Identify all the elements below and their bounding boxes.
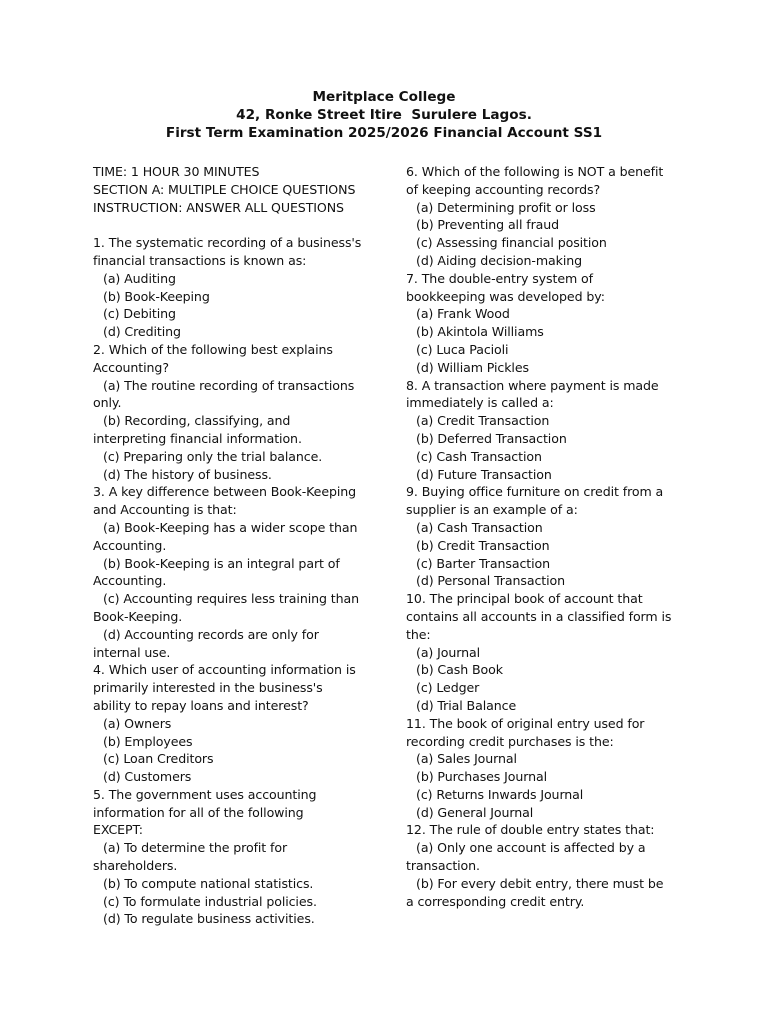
answer-option: (c) Luca Pacioli [416, 341, 509, 357]
right-question-list [406, 163, 681, 910]
question-text: 7. The double-entry system of [406, 270, 593, 286]
answer-option: (d) Crediting [103, 324, 181, 340]
answer-option: (a) Credit Transaction [416, 413, 550, 429]
question-text: of keeping accounting records? [406, 181, 601, 197]
question-text: Accounting? [93, 359, 169, 375]
answer-option: (d) To regulate business activities. [103, 911, 315, 927]
question-text: interpreting financial information. [93, 430, 302, 446]
answer-option: (b) Employees [103, 733, 193, 749]
answer-option: (c) Barter Transaction [416, 555, 550, 571]
answer-option: (b) Preventing all fraud [416, 217, 560, 233]
answer-option: (a) Determining profit or loss [416, 199, 596, 215]
answer-option: (a) Sales Journal [416, 751, 517, 767]
question-text: information for all of the following [93, 804, 304, 820]
answer-option: (d) William Pickles [416, 359, 529, 375]
answer-option: (c) Cash Transaction [416, 448, 542, 464]
question-text: 6. Which of the following is NOT a benefit [406, 164, 664, 179]
question-text: immediately is called a: [406, 395, 554, 411]
question-text: 1. The systematic recording of a business's [93, 235, 362, 251]
question-text: a corresponding credit entry. [406, 893, 585, 909]
question-text: 3. A key difference between Book-Keeping [93, 484, 357, 500]
answer-option: (d) Customers [103, 769, 192, 785]
answer-option: (d) Personal Transaction [416, 573, 566, 589]
school-name: Meritplace College [312, 89, 456, 105]
exam-title: First Term Examination 2025/2026 Financial Account SS1 [165, 125, 603, 141]
answer-option: (b) Recording, classifying, and [103, 413, 291, 429]
answer-option: (c) Returns Inwards Journal [416, 786, 584, 802]
answer-option: (c) To formulate industrial policies. [103, 893, 317, 909]
question-text: 2. Which of the following best explains [93, 341, 333, 357]
question-text: and Accounting is that: [93, 502, 237, 518]
answer-option: (c) Accounting requires less training than [103, 591, 360, 607]
answer-option: (b) Credit Transaction [416, 537, 550, 553]
answer-option: (c) Debiting [103, 306, 176, 322]
left-question-list [93, 234, 368, 928]
answer-option: (d) Accounting records are only for [103, 626, 319, 642]
question-text: supplier is an example of a: [406, 502, 578, 518]
answer-option: (b) Akintola Williams [416, 324, 544, 340]
question-text: 4. Which user of accounting information is [93, 662, 356, 678]
answer-option: (b) Purchases Journal [416, 769, 548, 785]
school-address: 42, Ronke Street Itire Surulere Lagos. [236, 107, 532, 123]
answer-option: (c) Assessing financial position [416, 235, 607, 251]
answer-option: (c) Preparing only the trial balance. [103, 448, 323, 464]
answer-option: (b) To compute national statistics. [103, 875, 314, 891]
question-text: 12. The rule of double entry states that: [406, 822, 655, 838]
exam-section: SECTION A: MULTIPLE CHOICE QUESTIONS [93, 181, 356, 197]
answer-option: (b) Book-Keeping [103, 288, 210, 304]
question-text: shareholders. [93, 858, 178, 874]
answer-option: (b) Cash Book [416, 662, 503, 678]
answer-option: (d) Trial Balance [416, 697, 517, 713]
answer-option: (a) Auditing [103, 270, 176, 286]
answer-option: (c) Ledger [416, 680, 480, 696]
question-text: ability to repay loans and interest? [93, 697, 309, 713]
answer-option: (d) Future Transaction [416, 466, 552, 482]
answer-option: (c) Loan Creditors [103, 751, 214, 767]
spacer [93, 216, 368, 234]
question-text: Accounting. [93, 537, 167, 553]
question-text: 9. Buying office furniture on credit from a [406, 484, 664, 500]
exam-time: TIME: 1 HOUR 30 MINUTES [93, 164, 260, 179]
question-text: only. [93, 395, 122, 411]
question-text: 5. The government uses accounting [93, 786, 317, 802]
answer-option: (d) General Journal [416, 804, 534, 820]
right-column [406, 163, 681, 910]
question-text: transaction. [406, 858, 480, 874]
question-text: Book-Keeping. [93, 608, 183, 624]
answer-option: (d) Aiding decision-making [416, 252, 583, 268]
answer-option: (a) Only one account is affected by a [416, 840, 646, 856]
answer-option: (a) Journal [416, 644, 481, 660]
question-text: 11. The book of original entry used for [406, 715, 645, 731]
left-column [93, 163, 368, 928]
question-text: 10. The principal book of account that [406, 591, 643, 607]
question-text: financial transactions is known as: [93, 252, 307, 268]
question-text: recording credit purchases is the: [406, 733, 614, 749]
question-text: 8. A transaction where payment is made [406, 377, 659, 393]
answer-option: (d) The history of business. [103, 466, 272, 482]
question-text: internal use. [93, 644, 171, 660]
answer-option: (b) Deferred Transaction [416, 430, 567, 446]
question-text: Accounting. [93, 573, 167, 589]
answer-option: (a) The routine recording of transactions [103, 377, 355, 393]
answer-option: (b) For every debit entry, there must be [416, 875, 664, 891]
exam-instruction: INSTRUCTION: ANSWER ALL QUESTIONS [93, 199, 344, 215]
answer-option: (a) To determine the profit for [103, 840, 288, 856]
answer-option: (a) Book-Keeping has a wider scope than [103, 519, 358, 535]
question-text: contains all accounts in a classified form is [406, 608, 672, 624]
answer-option: (a) Cash Transaction [416, 519, 543, 535]
answer-option: (a) Frank Wood [416, 306, 510, 322]
question-text: primarily interested in the business's [93, 680, 323, 696]
question-text: EXCEPT: [93, 822, 143, 838]
answer-option: (b) Book-Keeping is an integral part of [103, 555, 340, 571]
exam-header [0, 88, 768, 142]
question-text: bookkeeping was developed by: [406, 288, 605, 304]
question-text: the: [406, 626, 431, 642]
answer-option: (a) Owners [103, 715, 172, 731]
